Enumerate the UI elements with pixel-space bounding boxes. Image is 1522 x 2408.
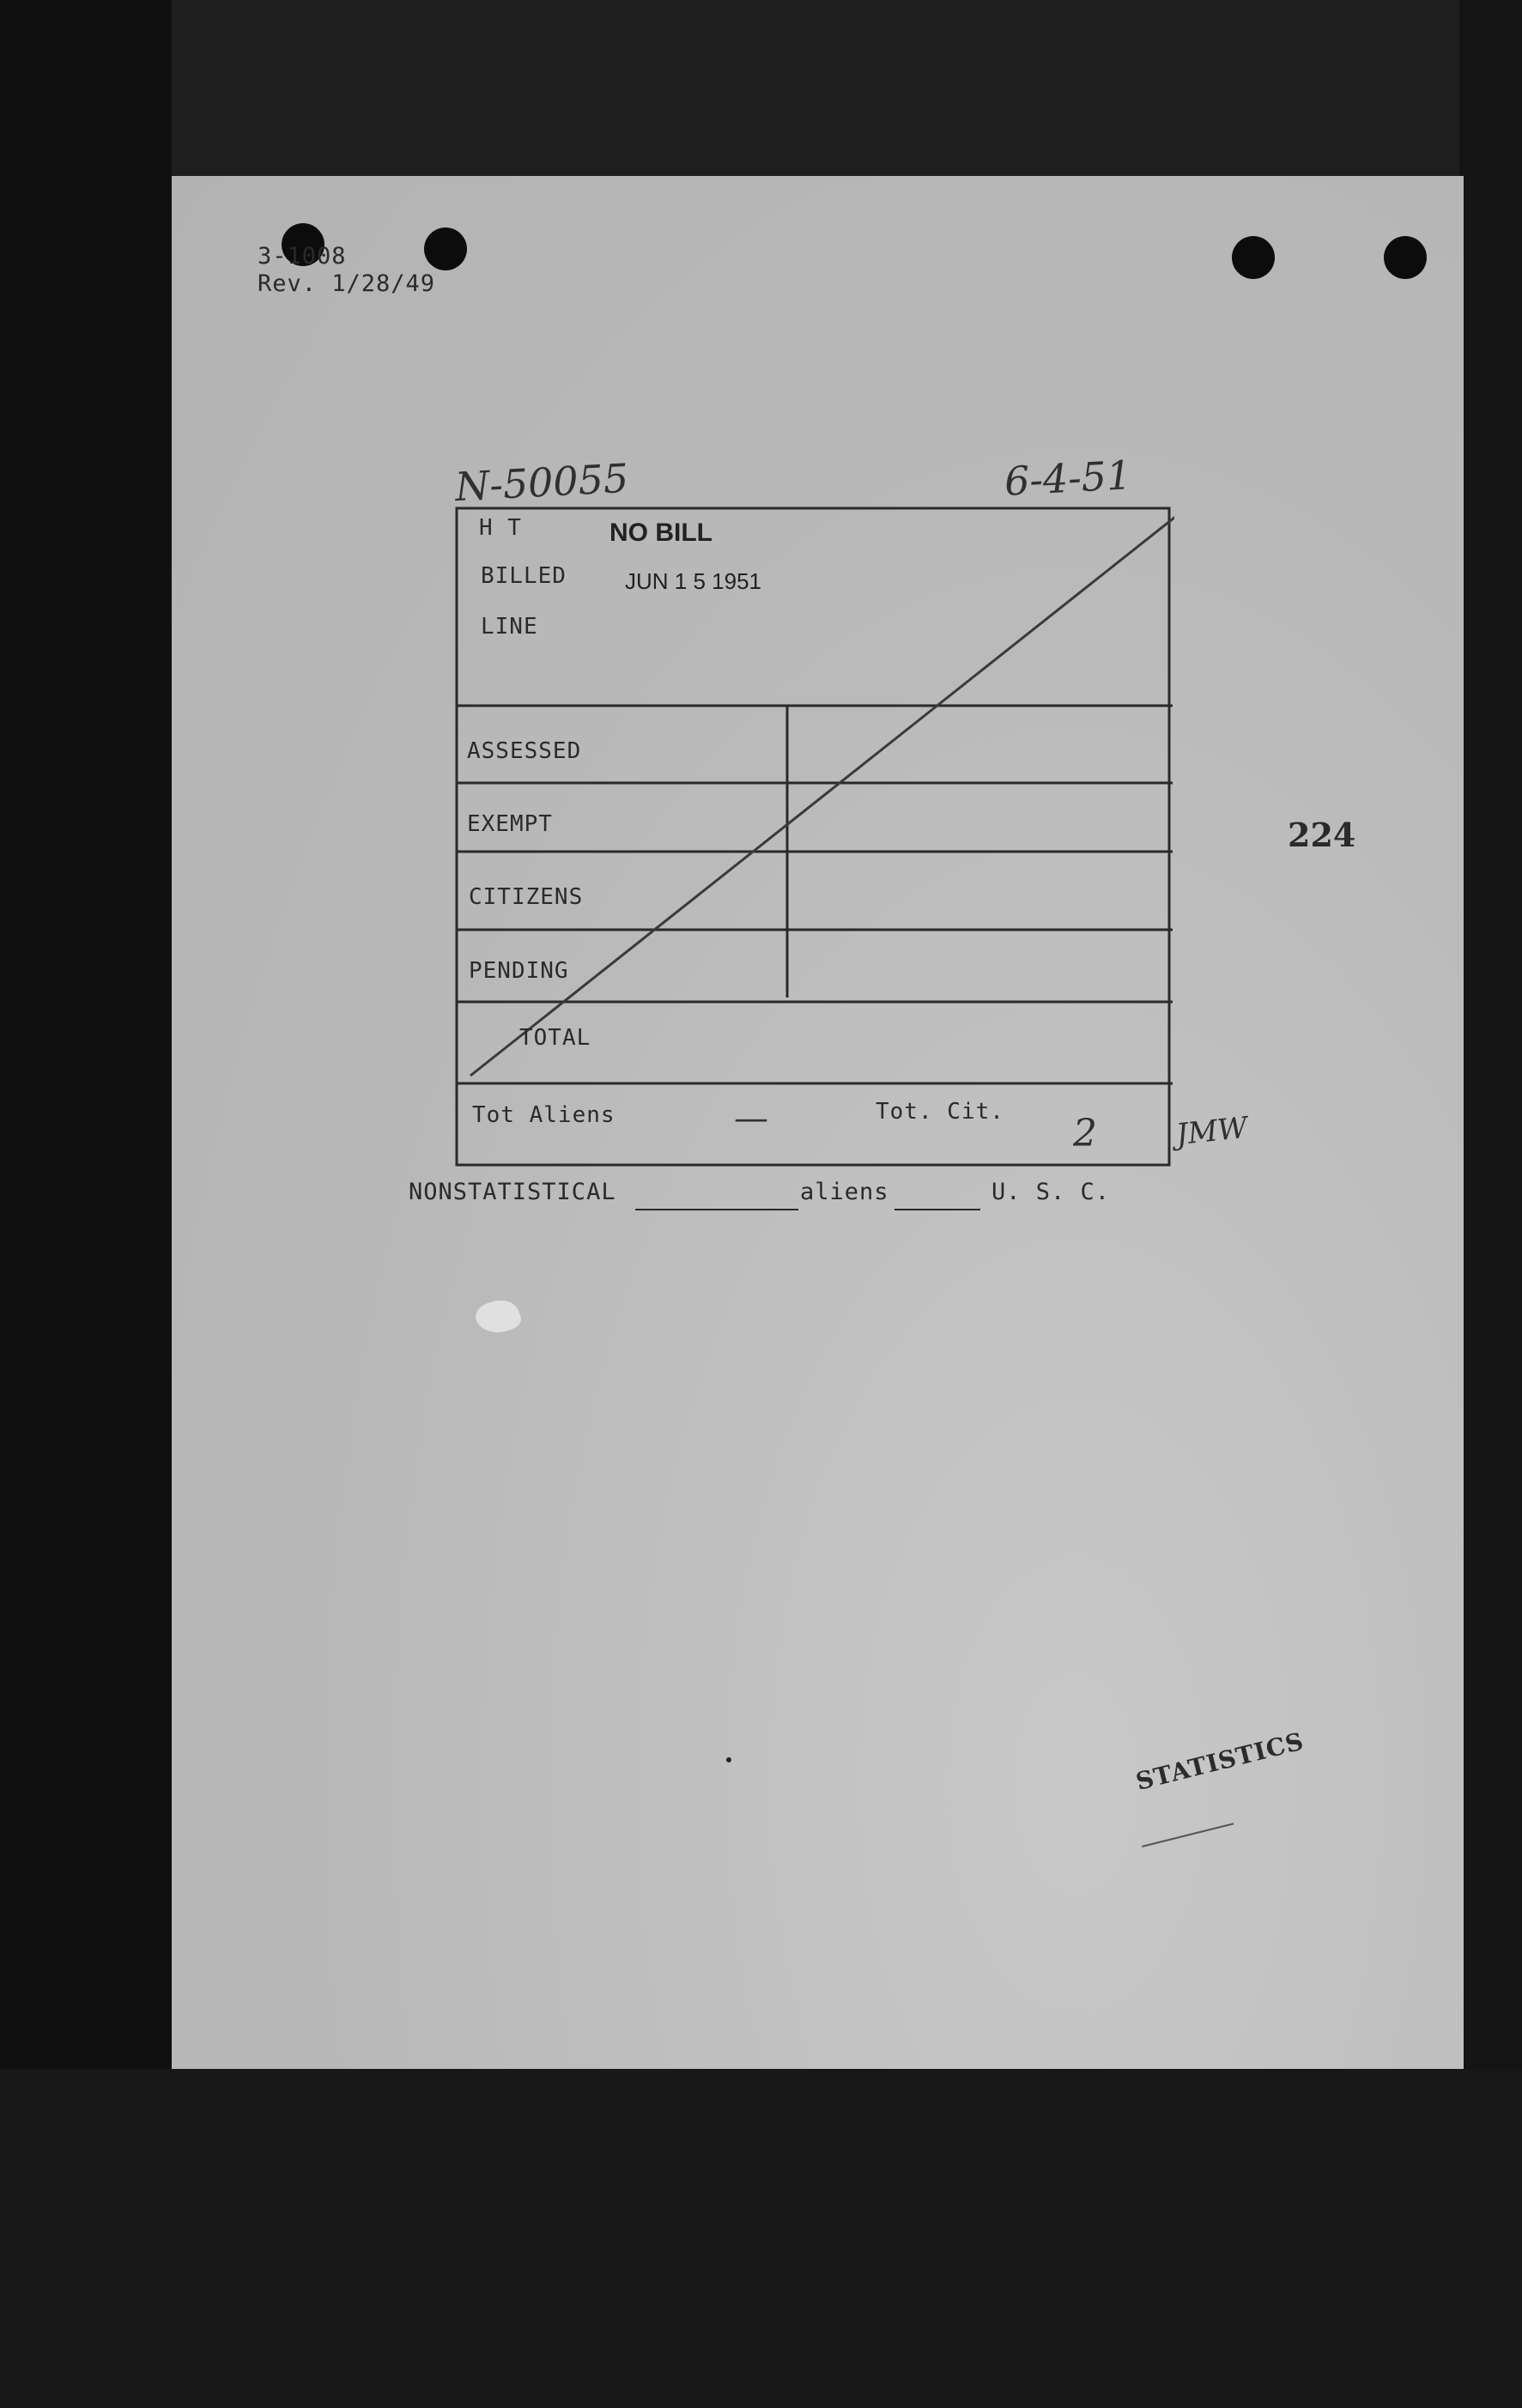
handwritten-initials: JMW [1174,1110,1250,1153]
label-tot-cit: Tot. Cit. [876,1099,1004,1125]
date-stamp: JUN 1 5 1951 [625,568,761,594]
punch-hole [1232,236,1275,279]
label-billed: BILLED [481,563,567,589]
label-citizens: CITIZENS [469,884,584,910]
nonstatistical-blank [635,1209,798,1210]
handwritten-case-number: N-50055 [453,454,630,511]
diagonal-strike [470,511,1174,1076]
nonstatistical-label: NONSTATISTICAL [409,1179,616,1205]
frame-edge-right [1459,0,1522,2408]
page-number: 224 [1288,816,1356,854]
statistics-stamp-underline [1142,1823,1234,1847]
form-box-lines [455,506,1174,1168]
label-line: LINE [481,614,538,640]
handwritten-tot-aliens: — [734,1099,768,1138]
statistics-form-box [455,506,1174,1168]
handwritten-date: 6-4-51 [1003,452,1133,505]
label-tot-aliens: Tot Aliens [472,1102,615,1128]
frame-edge-left [0,0,172,2408]
aliens-label: aliens [800,1179,889,1205]
paper-smudge [472,1295,524,1340]
handwritten-tot-cit: 2 [1073,1112,1097,1155]
usc-label: U. S. C. [991,1179,1111,1205]
ink-dot [726,1757,731,1762]
no-bill-stamp: NO BILL [609,519,712,547]
label-exempt: EXEMPT [467,811,553,837]
punch-hole [424,227,467,270]
label-pending: PENDING [469,958,569,984]
statistics-stamp: STATISTICS [1133,1726,1307,1797]
form-number: 3-1008 [258,243,347,270]
punch-hole [1384,236,1427,279]
frame-edge-bottom [0,2069,1522,2408]
aliens-blank [894,1209,980,1210]
label-total: TOTAL [519,1025,591,1051]
form-revision: Rev. 1/28/49 [258,270,436,297]
label-ht: H T [479,515,522,541]
label-assessed: ASSESSED [467,738,582,764]
